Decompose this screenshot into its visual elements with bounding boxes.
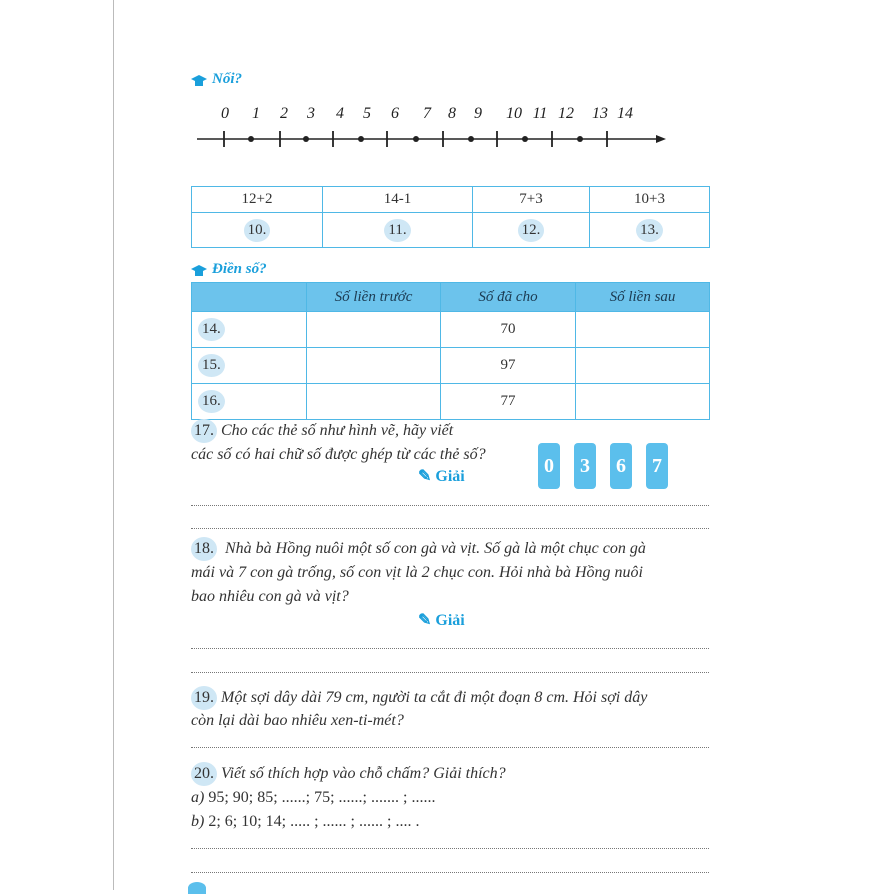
number-line-label: 3 [307,105,315,122]
given-cell: 77 [441,384,576,420]
number-card: 3 [574,443,596,489]
answer-cell [590,213,710,248]
q19-line1 [191,686,647,710]
expression-cell: 14-1 [323,187,473,213]
q17-line1 [191,419,453,443]
blank-cell[interactable] [307,384,441,420]
dot-mark [577,136,583,142]
question-number: 17. [191,419,217,443]
q20-a [191,786,435,810]
question-text: Một sợi dây dài 79 cm, người ta cắt đi một đoạn 8 cm. Hỏi sợi dây [221,689,648,706]
answer-line[interactable] [191,672,709,673]
row-badge: 15. [198,354,225,377]
table-row [192,312,710,348]
dot-mark [468,136,474,142]
question-number: 20. [191,762,217,786]
blank-cell[interactable] [576,348,710,384]
q19-line2: còn lại dài bao nhiêu xen-ti-mét? [191,712,404,729]
blank-cell[interactable] [307,348,441,384]
answer-line[interactable] [191,648,709,649]
answer-line[interactable] [191,505,709,506]
number-line-label: 9 [474,105,482,122]
q18-line3: bao nhiêu con gà và vịt? [191,588,349,605]
blank-cell[interactable] [576,312,710,348]
answer-cell [192,213,323,248]
question-text: Viết số thích hợp vào chỗ chấm? Giải thích? [221,765,506,782]
blank-cell[interactable] [307,312,441,348]
question-text: Cho các thẻ số như hình vẽ, hãy viết [221,422,454,439]
header-cell [192,283,307,312]
answer-line[interactable] [191,872,709,873]
pencil-plane-icon: ✎ [418,612,436,629]
table-row [192,384,710,420]
q18-line1 [191,537,646,561]
pencil-plane-icon: ✎ [418,468,436,485]
solve-text: Giải [435,612,465,629]
number-line-label: 2 [280,105,288,122]
answer-badge: 13. [636,219,663,242]
number-line-label: 8 [448,105,456,122]
number-card: 7 [646,443,668,489]
matching-table [191,186,710,248]
number-line-label: 1 [252,105,260,122]
q17-line2: các số có hai chữ số được ghép từ các thẻ số? [191,446,486,463]
q18-solve-label [418,610,465,630]
dot-mark [358,136,364,142]
question-text: Nhà bà Hồng nuôi một số con gà và vịt. Số gà là một chục con gà [225,540,646,557]
row-badge: 14. [198,318,225,341]
next-section-icon [188,882,206,894]
sequence-b: 2; 6; 10; 14; ..... ; ...... ; ...... ; .... . [208,813,420,830]
row-badge: 16. [198,390,225,413]
number-line-label: 4 [336,105,344,122]
number-line-label: 6 [391,105,399,122]
dot-mark [413,136,419,142]
solve-text: Giải [435,468,465,485]
number-line-label: 7 [423,105,431,122]
q17-solve-label [418,466,465,486]
expression-cell: 10+3 [590,187,710,213]
number-line-label: 14 [617,105,633,122]
expression-cell: 12+2 [192,187,323,213]
q20-line1 [191,762,506,786]
number-line-label: 11 [532,105,548,122]
expression-cell: 7+3 [473,187,590,213]
fill-number-table [191,282,710,420]
row-label [192,312,307,348]
header-cell: Số đã cho [441,283,576,312]
answer-badge: 10. [244,219,271,242]
section-heading-dien-so [191,261,267,278]
number-line-label: 13 [592,105,608,122]
section-title: Nối? [212,71,242,87]
answer-line[interactable] [191,848,709,849]
answer-badge: 12. [518,219,545,242]
table-row [192,348,710,384]
part-label: a) [191,789,205,806]
given-cell: 70 [441,312,576,348]
answer-line[interactable] [191,747,709,748]
given-cell: 97 [441,348,576,384]
header-cell: Số liền trước [307,283,441,312]
part-label: b) [191,813,205,830]
number-line-label: 10 [506,105,522,122]
dot-mark [248,136,254,142]
answer-badge: 11. [384,219,410,242]
dot-mark [522,136,528,142]
number-line-label: 5 [363,105,371,122]
number-line-label: 0 [221,105,229,122]
q18-line2: mái và 7 con gà trống, số con vịt là 2 chục con. Hỏi nhà bà Hồng nuôi [191,564,643,581]
number-card: 6 [610,443,632,489]
number-line [0,0,890,180]
question-number: 18. [191,537,217,561]
answer-cell [473,213,590,248]
number-line-label: 12 [558,105,574,122]
graduation-cap-icon [191,265,207,275]
dot-mark [303,136,309,142]
blank-cell[interactable] [576,384,710,420]
answer-line[interactable] [191,528,709,529]
row-label [192,384,307,420]
section-title: Điền số? [212,261,267,277]
q20-b [191,810,419,834]
sequence-a: 95; 90; 85; ......; 75; ......; ....... ; ...... [208,789,436,806]
answer-cell [323,213,473,248]
number-card: 0 [538,443,560,489]
row-label [192,348,307,384]
header-cell: Số liền sau [576,283,710,312]
arrow-head-icon [656,135,666,143]
question-number: 19. [191,686,217,710]
